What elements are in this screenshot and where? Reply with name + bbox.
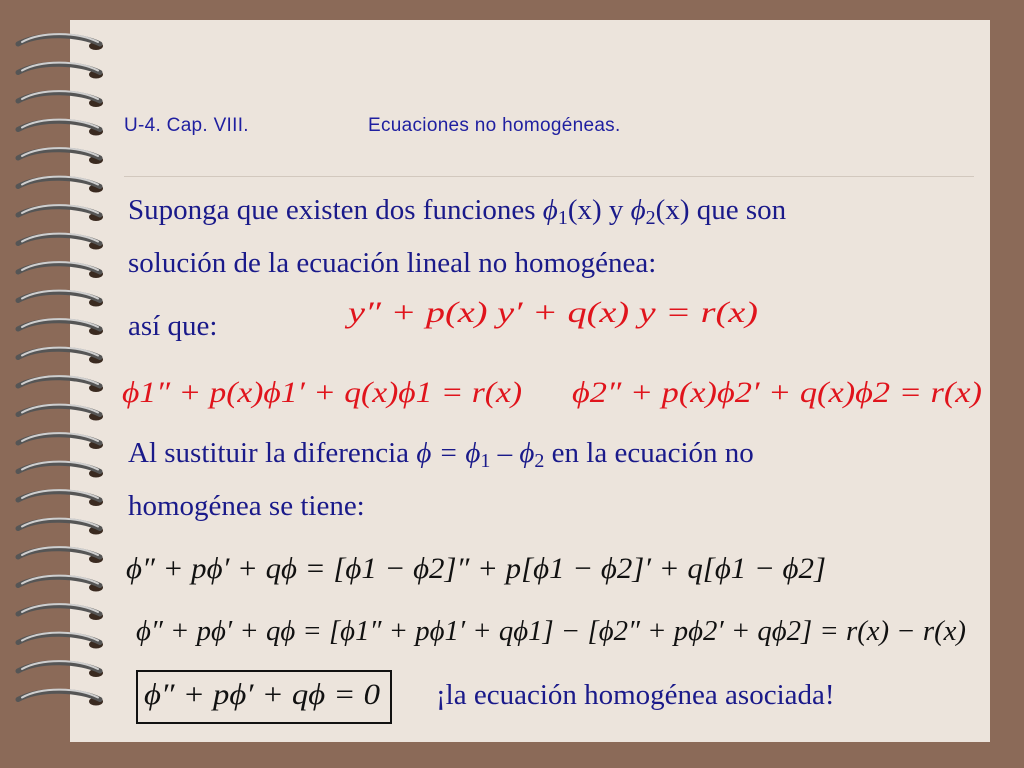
subscript-1b: 1 [480, 450, 491, 472]
section-title: Ecuaciones no homogéneas. [368, 115, 621, 136]
phi-symbol-2: ϕ [630, 194, 646, 226]
difference-minus: – ϕ [490, 437, 535, 469]
equation-phi1: ϕ1″ + p(x)ϕ1′ + q(x)ϕ1 = r(x) [122, 376, 523, 409]
intro-text-2: (x) y [567, 194, 631, 226]
intro-line-2: solución de la ecuación lineal no homogénea: [128, 247, 657, 279]
equation-substitution-2: ϕ″ + pϕ′ + qϕ = [ϕ1″ + pϕ1′ + qϕ1] − [ϕ2″ + pϕ2′ + qϕ2] = r(x) − r(x) [136, 616, 966, 647]
subst-text: Al sustituir la diferencia [128, 437, 417, 469]
intro-text-3: (x) que son [655, 194, 787, 226]
closing-remark: ¡la ecuación homogénea asociada! [436, 679, 835, 711]
equation-boxed: ϕ″ + pϕ′ + qϕ = 0 [144, 678, 380, 711]
asi-que-label: así que: [128, 310, 218, 342]
subscript-2: 2 [645, 207, 656, 229]
equation-substitution-1: ϕ″ + pϕ′ + qϕ = [ϕ1 − ϕ2]″ + p[ϕ1 − ϕ2]′ + q[ϕ1 − ϕ2] [126, 552, 826, 585]
chapter-label: U-4. Cap. VIII. [124, 115, 249, 136]
equation-main: y″ + p(x) y′ + q(x) y = r(x) [344, 296, 758, 329]
phi-symbol: ϕ [542, 194, 558, 226]
subst-line-2: homogénea se tiene: [128, 490, 365, 522]
difference-expr: ϕ = ϕ [416, 437, 481, 469]
equation-phi2: ϕ2″ + p(x)ϕ2′ + q(x)ϕ2 = r(x) [572, 376, 983, 409]
subscript-1: 1 [557, 207, 568, 229]
subscript-2b: 2 [534, 450, 545, 472]
subst-text-2: en la ecuación no [544, 437, 754, 469]
intro-text: Suponga que existen dos funciones [128, 194, 543, 226]
